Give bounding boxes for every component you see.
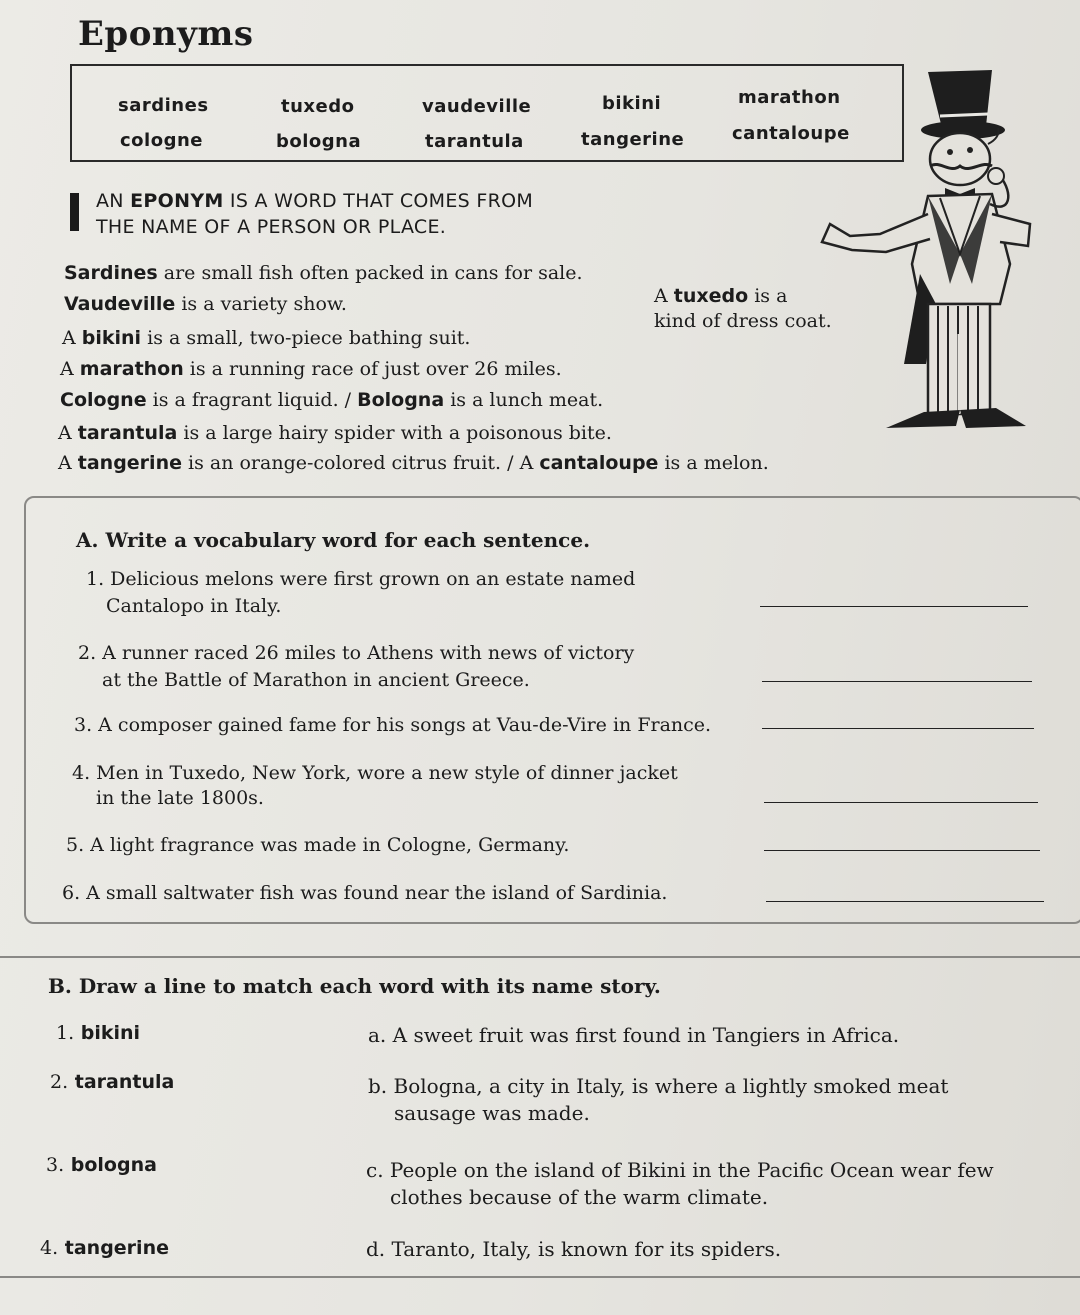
match-story-b[interactable]: b. Bologna, a city in Italy, is where a lightly smoked meat (368, 1074, 949, 1098)
word-bank-tuxedo: tuxedo (281, 96, 355, 117)
match-story-d[interactable]: d. Taranto, Italy, is known for its spiders. (366, 1237, 782, 1261)
answer-blank-1[interactable] (760, 606, 1028, 607)
section-a-title: A. Write a vocabulary word for each sentence. (76, 528, 591, 552)
answer-blank-6[interactable] (766, 901, 1044, 902)
word-bank-sardines: sardines (118, 95, 209, 116)
tuxedo-man-illustration (800, 64, 1080, 444)
fact-marathon: A marathon is a running race of just over 26 miles. (60, 358, 562, 380)
definition-line-1: AN EPONYM IS A WORD THAT COMES FROM (96, 190, 534, 212)
fact-tuxedo-line-2: kind of dress coat. (654, 310, 832, 332)
match-word-4[interactable]: 4. tangerine (40, 1237, 169, 1259)
question-1-line-2: Cantalopo in Italy. (106, 595, 282, 617)
match-story-a[interactable]: a. A sweet fruit was first found in Tangiers in Africa. (368, 1023, 900, 1047)
match-word-1[interactable]: 1. bikini (56, 1022, 141, 1044)
fact-bikini: A bikini is a small, two-piece bathing suit. (62, 327, 471, 349)
word-bank-bologna: bologna (276, 131, 362, 152)
fact-tuxedo: A tuxedo is a (654, 285, 788, 307)
word-bank-marathon: marathon (738, 87, 841, 108)
fact-sardines: Sardines are small fish often packed in cans for sale. (64, 262, 583, 284)
answer-blank-2[interactable] (762, 681, 1032, 682)
question-6-line-1: 6. A small saltwater fish was found near the island of Sardinia. (62, 882, 668, 904)
answer-blank-4[interactable] (764, 802, 1038, 803)
word-bank-cantaloupe: cantaloupe (732, 123, 850, 144)
definition-line-2: THE NAME OF A PERSON OR PLACE. (96, 216, 447, 238)
word-bank-tangerine: tangerine (581, 129, 685, 150)
answer-blank-3[interactable] (762, 728, 1034, 729)
question-2-line-1: 2. A runner raced 26 miles to Athens with news of victory (78, 642, 635, 664)
section-a (24, 496, 1080, 924)
question-4-line-1: 4. Men in Tuxedo, New York, wore a new style of dinner jacket (72, 762, 678, 784)
fact-vaudeville: Vaudeville is a variety show. (64, 293, 347, 315)
definition-bar (70, 193, 79, 231)
match-word-2[interactable]: 2. tarantula (50, 1071, 175, 1093)
question-1-line-1: 1. Delicious melons were first grown on an estate named (86, 568, 636, 590)
match-story-c[interactable]: c. People on the island of Bikini in the Pacific Ocean wear few (366, 1158, 994, 1182)
word-bank-tarantula: tarantula (425, 131, 524, 152)
word-bank-vaudeville: vaudeville (422, 96, 532, 117)
word-bank-bikini: bikini (602, 93, 662, 114)
match-story-b-line-2: sausage was made. (394, 1101, 590, 1125)
question-5-line-1: 5. A light fragrance was made in Cologne, Germany. (66, 834, 570, 856)
definition-term: EPONYM (130, 190, 224, 212)
match-word-3[interactable]: 3. bologna (46, 1154, 157, 1176)
fact-cologne-bologna: Cologne is a fragrant liquid. / Bologna is a lunch meat. (60, 389, 604, 411)
question-4-line-2: in the late 1800s. (96, 787, 264, 809)
section-b-title: B. Draw a line to match each word with its name story. (48, 974, 661, 998)
match-story-c-line-2: clothes because of the warm climate. (390, 1185, 769, 1209)
fact-tangerine-cantaloupe: A tangerine is an orange-colored citrus fruit. / A cantaloupe is a melon. (58, 452, 769, 474)
question-2-line-2: at the Battle of Marathon in ancient Greece. (102, 669, 530, 691)
word-bank-cologne: cologne (120, 130, 203, 151)
page-title: Eponyms (78, 14, 254, 54)
question-3-line-1: 3. A composer gained fame for his songs at Vau-de-Vire in France. (74, 714, 712, 736)
fact-tarantula: A tarantula is a large hairy spider with a poisonous bite. (58, 422, 612, 444)
answer-blank-5[interactable] (764, 850, 1040, 851)
